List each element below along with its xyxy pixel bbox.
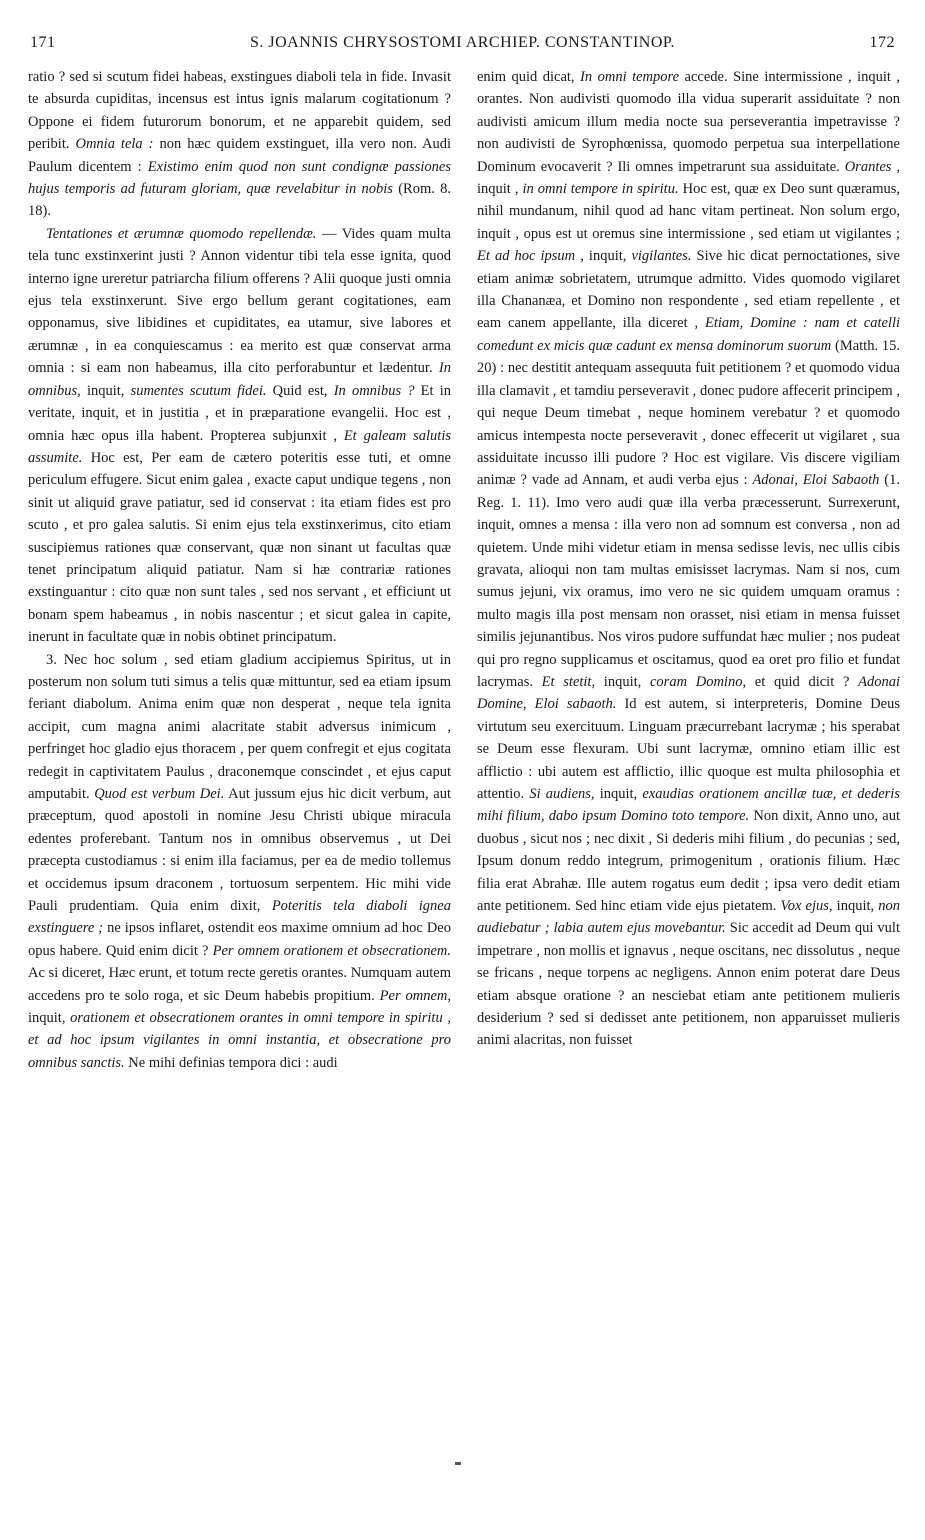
paragraph: [28, 649, 451, 1075]
text-run: Ne mihi definias tempora dici : audi: [124, 1054, 338, 1071]
italic-text: Orantes ,: [844, 158, 900, 175]
italic-text: Omnia tela :: [75, 136, 154, 153]
left-column: [28, 66, 451, 1074]
text-run: et quid dicit ?: [746, 673, 859, 690]
italic-text: vigilantes.: [631, 248, 692, 265]
text-run: inquit,: [832, 898, 879, 915]
text-run: accede. Sine intermissione , inquit , orantes. Non audivisti quomodo illa vidua superarit assiduitate ? non audivisti amicum illum media nocte sua perseverantia impetravisse ? non audivisti de Syrophœnissa, quomodo perpetua sua interpellatione Dominum evocaverit ? Ili omnes impetrarunt sua assiduitate.: [477, 69, 901, 175]
text-run: Aut jussum ejus hic dicit verbum, aut præceptum, quod apostoli in nomine Jesu Christi ubique miracula edentes proferebant. Tantum nos in omnibus observemus , ut Dei præcepta custodiamus : si enim illa faciamus, per ea de medio tollemus et occidemus ipsum draconem , tortuosum serpentem. Hic mihi vide Pauli prudentiam. Quia enim dixit,: [28, 786, 451, 915]
text-run: Et in veritate, inquit, et in justitia , et in præparatione evangelii. Hoc est , omnia hæc opus illa habent. Propterea subjunxit ,: [28, 382, 451, 444]
text-run: non hæc quidem exstinguet, illa vero non. Audi Paulum dicentem :: [28, 136, 452, 175]
page-number-left: 171: [30, 34, 56, 51]
italic-text: in omni tempore in spiritu.: [522, 181, 679, 198]
italic-text: Et ad hoc ipsum: [477, 248, 576, 265]
running-header: [30, 34, 895, 58]
text-run: — Vides quam multa tela tunc exstinxerint justi ? Annon videntur tibi tela esse ignita, quod interno igne ureretur patriarcha filium offerens ? Alii quoque justi omnia ejus tela exstinxerunt. Sive ergo bellum gerant cogitationes, eam opponamus, sive libidines et cupiditates, ea utamur, sive labores et ærumnæ , in ea conquiescamus : ea merito est quæ conservat arma omnia : si eam non habeamus, illa cito perforabuntur et lædentur.: [28, 225, 451, 377]
italic-text: Adonai Domine, Eloi sabaoth.: [477, 673, 900, 713]
text-run: inquit ,: [477, 181, 523, 198]
text-run: inquit,: [595, 673, 650, 690]
paragraph: [28, 223, 451, 649]
italic-text: orationem et obsecrationem orantes in omni tempore in spiritu , et ad hoc ipsum vigilantes in omni instantia, et obsecratione pro omnibus sanctis.: [28, 1010, 451, 1071]
italic-text: Per omnem,: [379, 987, 451, 1004]
italic-text: Si audiens,: [529, 786, 595, 802]
page-number-right: 172: [869, 34, 895, 51]
text-run: Quid est,: [266, 382, 334, 399]
text-run: (1. Reg. 1. 11). Imo vero audi quæ illa verba præcesserunt. Surrexerunt, inquit, omnes a mensa : illa vero non ad somnum est conversa , non ad quietem. Unde mihi videtur etiam in mensa sedisse levis, nec ullis cibis gravata, alioqui non tam multas emisisset lacrymas. Nam si nos, cum sumus jejuni, vix oramus, imo vero ne sic quidem umquam oramus : multo magis illa post mensam non orasset, nisi etiam in mensa fuisset similis jejunantibus. Nos viros pudore suffundat hæc mulier ; nos pudeat qui pro regno supplicamus et oscitamus, quod ea oret pro filio et fundat lacrymas.: [477, 472, 900, 690]
italic-text: Quod est verbum Dei.: [94, 786, 225, 802]
paragraph: [477, 66, 900, 1052]
italic-text: sumentes scutum fidei.: [130, 382, 267, 399]
text-run: inquit,: [28, 1010, 71, 1027]
italic-text: In omnibus ?: [333, 382, 415, 399]
italic-text: exaudias orationem ancillæ tuæ, et dederis mihi filium, dabo ipsum Domino toto tempore.: [477, 786, 900, 825]
italic-text: Etiam, Domine : nam et catelli comedunt ex micis quæ cadunt ex mensa dominorum suorum: [477, 315, 901, 354]
italic-text: Et galeam salutis assumite.: [28, 427, 451, 466]
italic-text: non audiebatur ; labia autem ejus movebantur.: [477, 898, 900, 937]
paragraph: [28, 66, 451, 223]
italic-text: coram Domino,: [649, 673, 747, 690]
italic-text: Per omnem orationem et obsecrationem.: [212, 942, 451, 959]
text-run: Non dixit, Anno uno, aut duobus , sicut nos ; nec dixit , Si dederis mihi filium , do pecunias ; sed, Ipsum donum reddo integrum, primogenitum , orationis filium. Hæc filia erat Abrahæ. Ille autem rogatus eum dedit ; ipsa vero dedit etiam ante petitionem. Sed hinc etiam vide ejus pietatem.: [477, 808, 900, 915]
right-column: [477, 66, 900, 1052]
italic-text: Existimo enim quod non sunt condignæ passiones hujus temporis ad futuram gloriam, quæ revelabitur in nobis: [28, 158, 451, 198]
text-run: 3. Nec hoc solum , sed etiam gladium accipiemus Spiritus, ut in posterum non solum tuti simus a telis quæ mittuntur, sed ea etiam ipsum feriant diabolum. Anima enim quæ non desperat , neque tela ignita accipit, cum magna animi alacritate stabit adversus inimicum , perfringet hoc gladio ejus thoracem , per quem confregit et ejus cogitata redegit in captivitatem Paulus , draconemque conscindet , et ejus caput amputabit.: [28, 651, 451, 802]
text-run: , inquit,: [575, 248, 632, 265]
running-title: S. JOANNIS CHRYSOSTOMI ARCHIEP. CONSTANTINOP.: [250, 34, 675, 51]
text-run: enim quid dicat,: [477, 69, 581, 85]
text-run: ne ipsos inflaret, ostendit eos maxime omnium ad hoc Deo opus habere. Quid enim dicit ?: [28, 920, 451, 959]
text-run: Id est autem, si interpreteris, Domine Deus virtutum seu exercituum. Linguam præcurrebant lacrymæ ; his sperabat se Deum esse flexuram. Ubi sunt lacrymæ, omnino etiam illic est afflictio : ubi autem est afflictio, illic quoque est multa philosophia et attentio.: [477, 696, 900, 802]
italic-text: Tentationes et ærumnæ quomodo repellendæ.: [46, 225, 317, 242]
italic-text: In omnibus,: [28, 360, 451, 399]
italic-text: Adonai, Eloi Sabaoth: [752, 472, 880, 489]
printer-mark: [455, 1462, 461, 1465]
text-run: Hoc est, Per eam de cætero poteritis esse tuti, et omne periculum effugere. Sicut enim galea , exacte caput undique tegens , non sinit ut aliquid grave patiatur, sed id conservat : ita etiam fides est pro scuto , et pro galea salutis. Si enim ejus tela exstinxerimus, cito etiam suscipiemus rationes quæ conservant, quæ non sinant ut facultas quæ tenet principatum aliquid patiatur. Nam si hæ contrariæ rationes exstinguantur : cito quæ non sunt tales , sed nos servant , et efficiunt ut bonam spem habeamus , in nobis nascentur ; et sicut galea in capite, inerunt in facultate quæ in nobis obtinet principatum.: [28, 449, 451, 646]
text-run: ratio ? sed si scutum fidei habeas, exstingues diaboli tela in fide. Invasit te absurda cupiditas, incensus est intus ignis malarum cogitationum ? Oppone ei fidem futurorum bonorum, et ne apparebit quidem, sed peribit.: [28, 69, 451, 153]
text-run: inquit,: [594, 786, 643, 802]
text-run: (Matth. 15. 20) : nec destitit antequam assequuta fuit petitionem ? et quomodo vidua illa clamavit , et tamdiu perseveravit , donec pudore affecerit principem , qui neque Deum timebat , neque hominem verebatur ? et quomodo amicus intempesta nocte perseveravit , donec effecerit ut vigilaret , sua assiduitate incusso illi pudore ? Hoc est vigilare. Vis discere vigiliam animæ ? vade ad Annam, et audi verba ejus :: [477, 337, 901, 489]
text-run: inquit,: [80, 382, 131, 399]
text-run: Hoc est, quæ ex Deo sunt quæramus, nihil mundanum, nihil quod ad hanc vitam pertineat. Non solum ergo, inquit , opus est ut oremus sine intermissione , sed etiam ut vigilantes ;: [477, 181, 901, 242]
italic-text: Et stetit,: [541, 673, 596, 690]
italic-text: Vox ejus,: [780, 898, 833, 915]
text-run: Ac si diceret, Hæc erunt, et totum recte geretis orantes. Numquam autem accedens pro te solo roga, et sic Deum habebis propitium.: [28, 965, 451, 1004]
text-run: Sive hic dicat pernoctationes, sive etiam animæ sobrietatem, utrumque admitto. Vides quomodo vigilaret illa Chananæa, et Domino non respondente , sed etiam repellente , et eam canem appellante, illa diceret ,: [477, 248, 900, 332]
italic-text: In omni tempore: [580, 69, 680, 85]
text-run: Sic accedit ad Deum qui vult impetrare , non mollis et ignavus , neque oscitans, nec dissolutus , neque se fricans , neque torpens ac negligens. Annon enim poterat dare Deus etiam absque oratione ? an nesciebat etiam ante petitionem mulieris desiderium ? sed si dedisset ante petitionem, non apparuisset mulieris animi alacritas, non fuisset: [477, 920, 900, 1049]
italic-text: Poteritis tela diaboli ignea exstinguere ;: [28, 898, 451, 937]
text-run: (Rom. 8. 18).: [28, 181, 451, 220]
